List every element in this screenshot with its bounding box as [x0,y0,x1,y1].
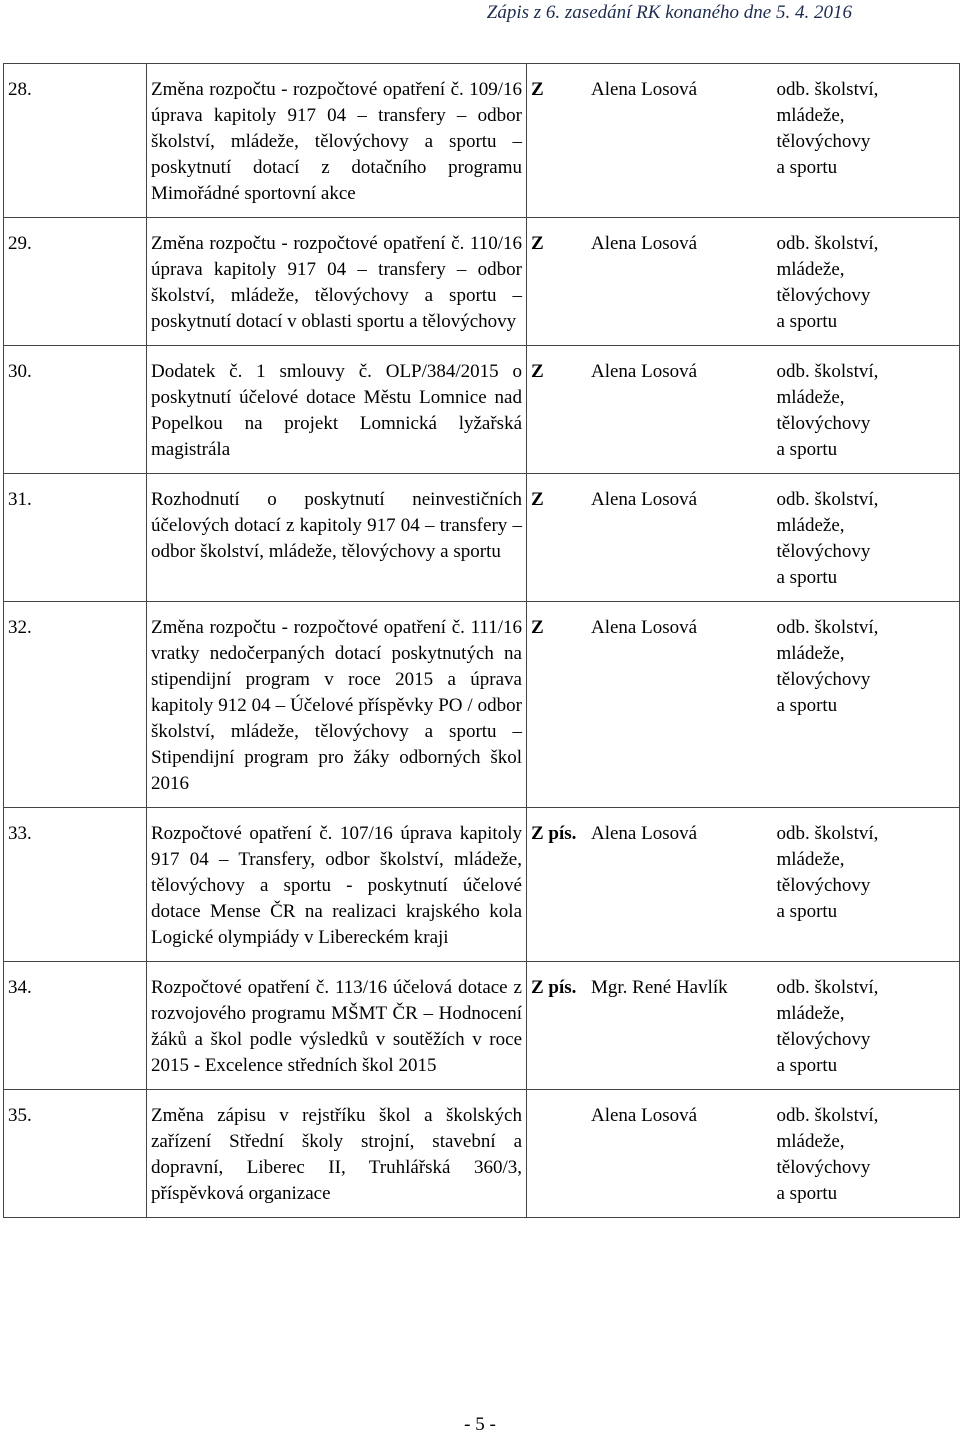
responsible-person: Alena Losová [591,489,698,510]
department-line: tělovýchovy [776,1157,871,1178]
table-row [4,808,960,962]
department-cell [773,962,960,1090]
table-row [4,218,960,346]
department-line: a sportu [776,567,838,588]
responsible-person: Alena Losová [591,79,698,100]
table-row [4,346,960,474]
department-line: mládeže, [776,643,845,664]
item-description: Změna rozpočtu - rozpočtové opatření č. 110/16 úprava kapitoly 917 04 – transfery – odbor školství, mládeže, tělovýchovy a sportu – poskytnutí dotací v oblasti sportu a tělovýchovy [147,218,527,346]
department-line: a sportu [776,1055,838,1076]
department-line: a sportu [776,439,838,460]
department-line: mládeže, [776,259,845,280]
type-mark: Z [531,79,544,100]
table-row [4,962,960,1090]
type-mark: Z [531,361,544,382]
responsible-cell [527,962,773,1090]
agenda-table [3,63,960,1218]
table-row [4,474,960,602]
department-line: odb. školství, [776,617,879,638]
department-cell [773,474,960,602]
type-mark: Z pís. [531,823,577,844]
item-number: 35. [4,1090,147,1218]
item-description: Rozpočtové opatření č. 107/16 úprava kapitoly 917 04 – Transfery, odbor školství, mládeže, tělovýchovy a sportu - poskytnutí účelové dotace Mense ČR na realizaci krajského kola Logické olympiády v Libereckém kraji [147,808,527,962]
item-number: 30. [4,346,147,474]
table-row [4,602,960,808]
responsible-person: Alena Losová [591,823,698,844]
responsible-cell [527,808,773,962]
item-number: 34. [4,962,147,1090]
department-line: a sportu [776,311,838,332]
type-mark: Z [531,489,544,510]
department-line: a sportu [776,1183,838,1204]
table-row [4,1090,960,1218]
department-line: mládeže, [776,1131,845,1152]
department-line: mládeže, [776,849,845,870]
responsible-person: Alena Losová [591,233,698,254]
department-cell [773,64,960,218]
responsible-person: Mgr. René Havlík [591,977,728,998]
department-line: odb. školství, [776,233,879,254]
department-cell [773,1090,960,1218]
department-line: tělovýchovy [776,131,871,152]
department-line: odb. školství, [776,489,879,510]
item-description: Rozpočtové opatření č. 113/16 účelová dotace z rozvojového programu MŠMT ČR – Hodnocení žáků a škol podle výsledků v soutěžích v roce 2015 - Excelence středních škol 2015 [147,962,527,1090]
department-line: mládeže, [776,515,845,536]
department-line: odb. školství, [776,823,879,844]
item-description: Změna zápisu v rejstříku škol a školských zařízení Střední školy strojní, stavební a dopravní, Liberec II, Truhlářská 360/3, příspěvková organizace [147,1090,527,1218]
department-line: a sportu [776,157,838,178]
department-line: odb. školství, [776,977,879,998]
responsible-cell [527,346,773,474]
item-description: Rozhodnutí o poskytnutí neinvestičních účelových dotací z kapitoly 917 04 – transfery – odbor školství, mládeže, tělovýchovy a sportu [147,474,527,602]
department-line: mládeže, [776,1003,845,1024]
department-line: tělovýchovy [776,413,871,434]
page-number: - 5 - [464,1414,496,1435]
document-header: Zápis z 6. zasedání RK konaného dne 5. 4. 2016 [486,2,852,23]
item-number: 33. [4,808,147,962]
department-line: odb. školství, [776,79,879,100]
department-line: tělovýchovy [776,875,871,896]
department-line: tělovýchovy [776,1029,871,1050]
department-cell [773,602,960,808]
department-line: tělovýchovy [776,285,871,306]
item-description: Změna rozpočtu - rozpočtové opatření č. 111/16 vratky nedočerpaných dotací poskytnutých na stipendijní program v roce 2015 a úprava kapitoly 912 04 – Účelové příspěvky PO / odbor školství, mládeže, tělovýchovy a sportu – Stipendijní program pro žáky odborných škol 2016 [147,602,527,808]
responsible-person: Alena Losová [591,361,698,382]
department-line: odb. školství, [776,1105,879,1126]
responsible-person: Alena Losová [591,617,698,638]
department-line: tělovýchovy [776,541,871,562]
responsible-cell [527,218,773,346]
type-mark: Z [531,233,544,254]
item-number: 29. [4,218,147,346]
responsible-cell [527,602,773,808]
department-line: mládeže, [776,105,845,126]
item-description: Změna rozpočtu - rozpočtové opatření č. 109/16 úprava kapitoly 917 04 – transfery – odbor školství, mládeže, tělovýchovy a sportu – poskytnutí dotací z dotačního programu Mimořádné sportovní akce [147,64,527,218]
item-number: 32. [4,602,147,808]
item-number: 28. [4,64,147,218]
type-mark: Z pís. [531,977,577,998]
department-line: odb. školství, [776,361,879,382]
department-line: a sportu [776,901,838,922]
department-cell [773,346,960,474]
responsible-cell [527,474,773,602]
item-description: Dodatek č. 1 smlouvy č. OLP/384/2015 o poskytnutí účelové dotace Městu Lomnice nad Popelkou na projekt Lomnická lyžařská magistrála [147,346,527,474]
table-row [4,64,960,218]
type-mark: Z [531,617,544,638]
department-line: a sportu [776,695,838,716]
department-cell [773,808,960,962]
department-line: mládeže, [776,387,845,408]
responsible-person: Alena Losová [591,1105,698,1126]
department-line: tělovýchovy [776,669,871,690]
item-number: 31. [4,474,147,602]
responsible-cell [527,1090,773,1218]
responsible-cell [527,64,773,218]
department-cell [773,218,960,346]
